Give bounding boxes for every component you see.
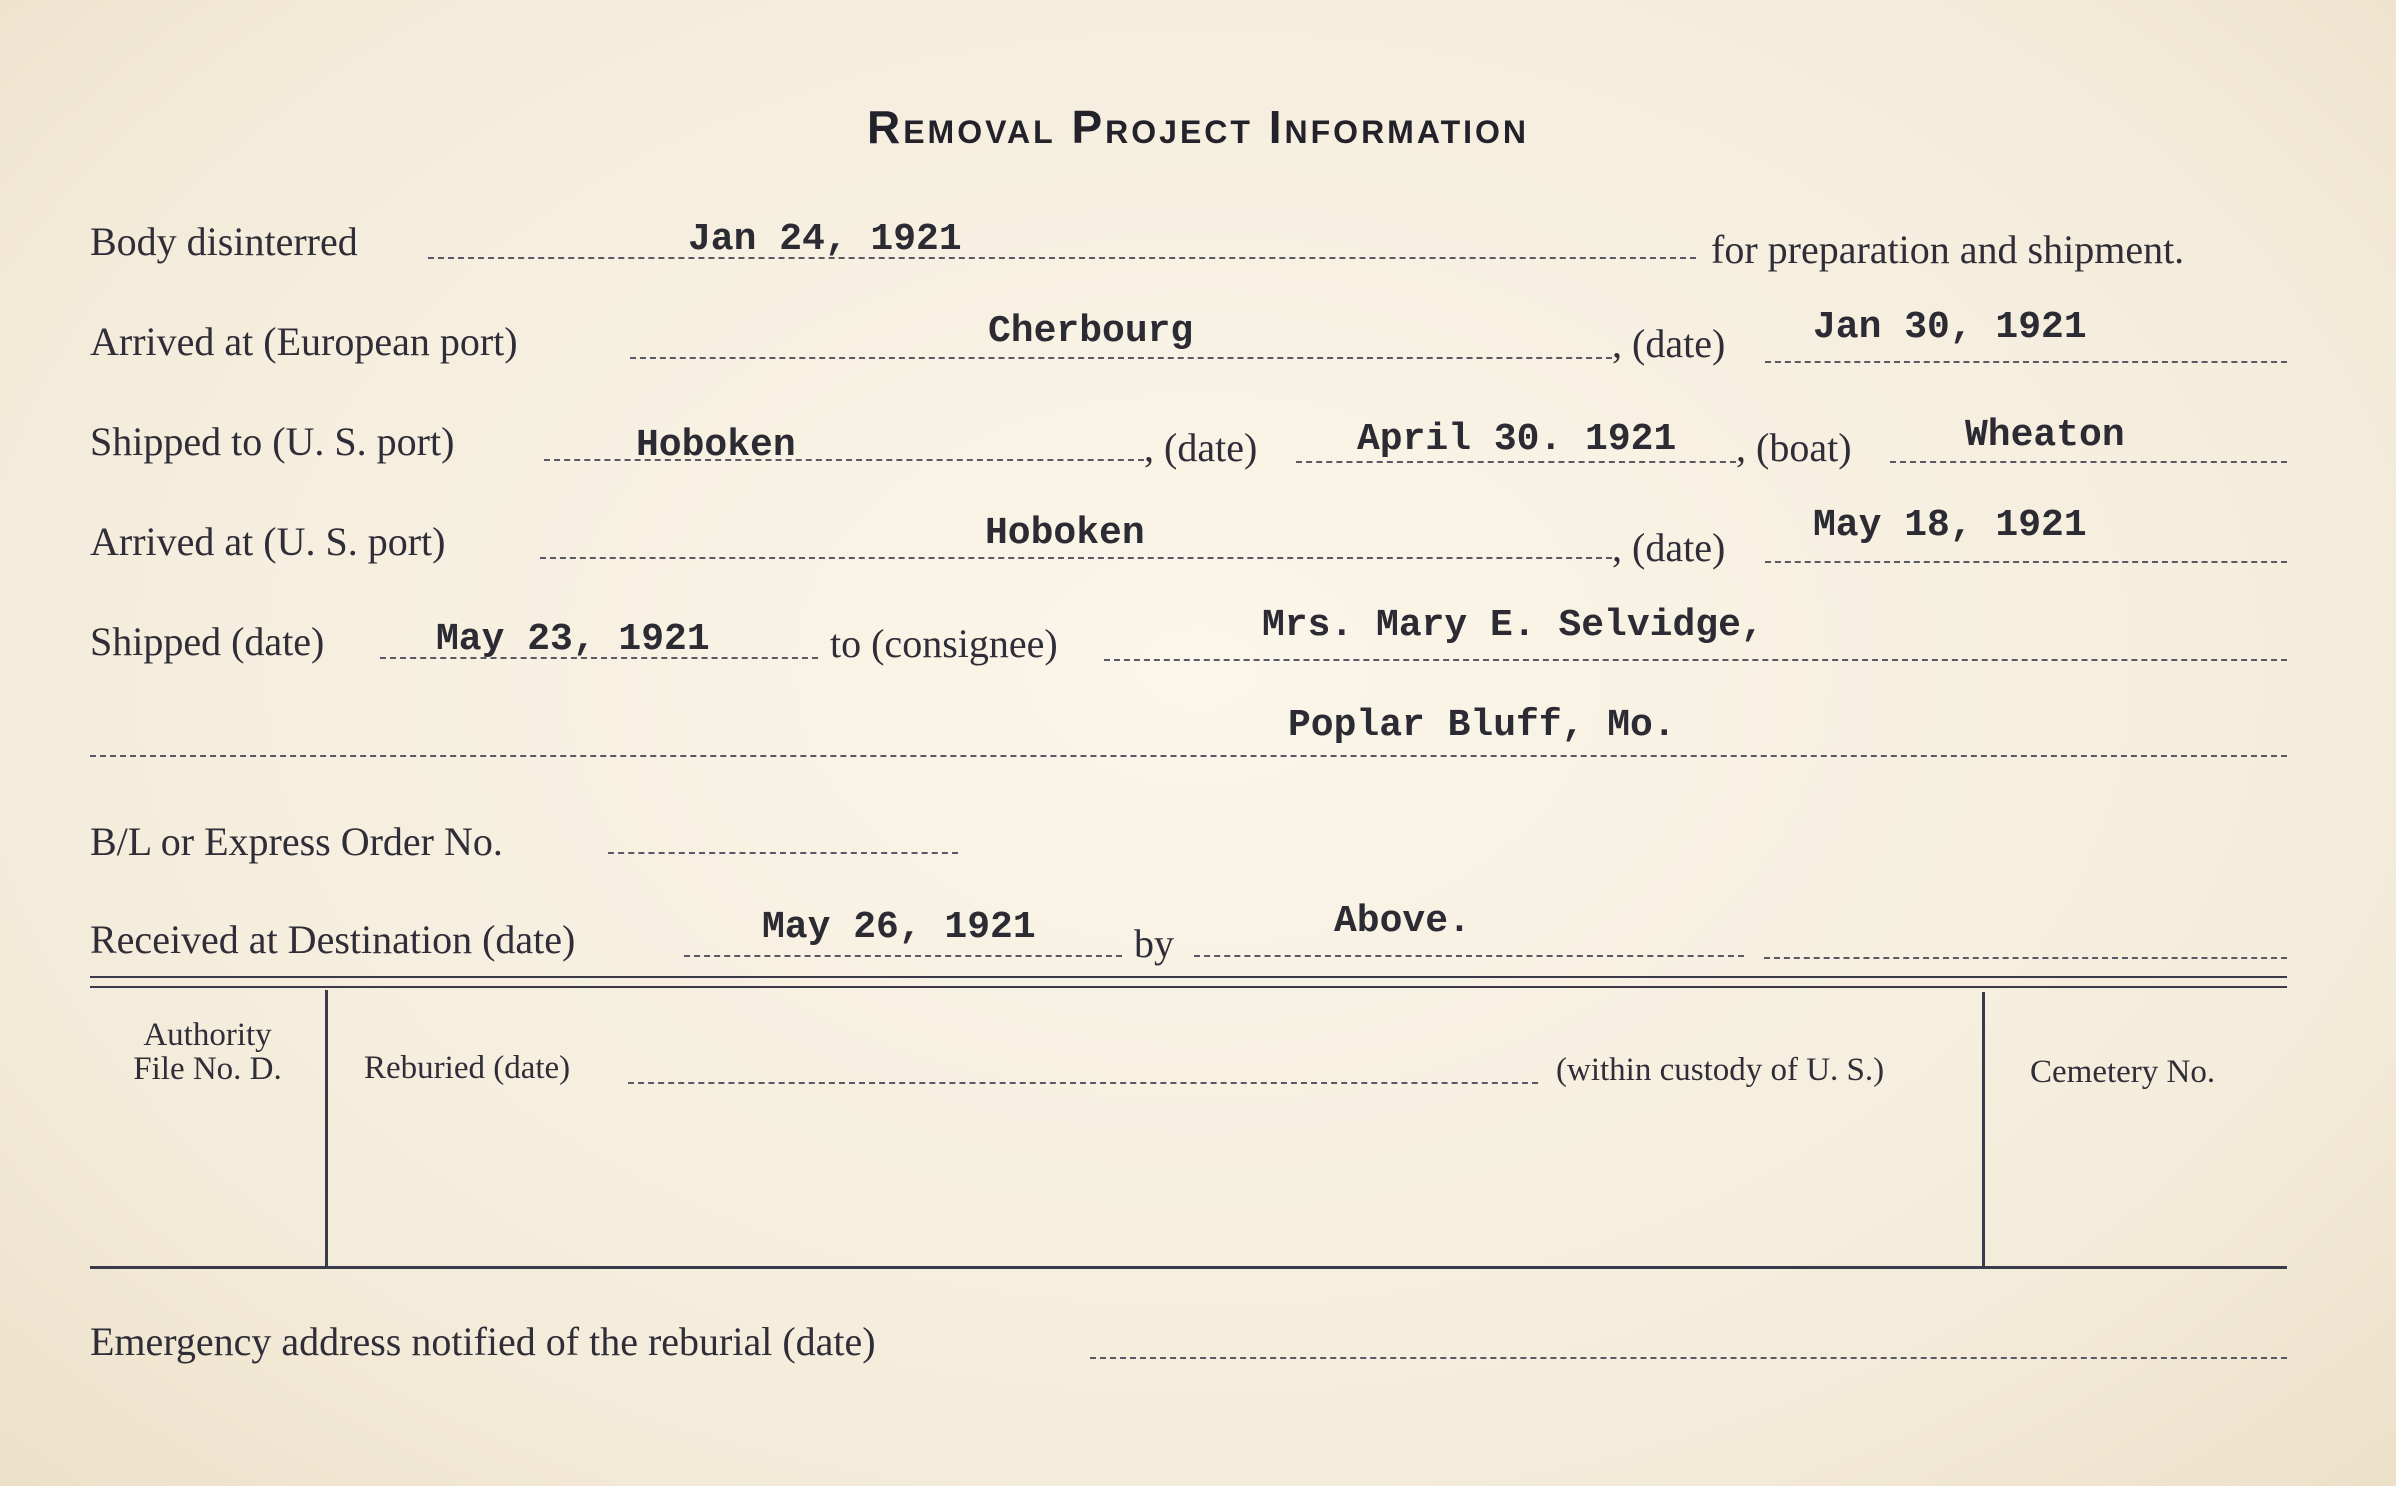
dotted-line xyxy=(1296,461,1736,463)
rule-line xyxy=(90,986,2287,988)
dotted-line xyxy=(1765,361,2287,363)
label-shipped-date: Shipped (date) xyxy=(90,619,325,664)
dotted-line xyxy=(608,852,958,854)
value-boat: Wheaton xyxy=(1965,414,2125,457)
dotted-line xyxy=(1764,957,2287,959)
label-date: , (date) xyxy=(1612,321,1726,366)
value-shipped-date: April 30. 1921 xyxy=(1357,418,1677,461)
value-shipped-date: May 23, 1921 xyxy=(436,618,710,661)
value-disinterred-date: Jan 24, 1921 xyxy=(688,218,962,261)
label-cemetery: Cemetery No. xyxy=(2030,1054,2216,1090)
value-consignee-address: Poplar Bluff, Mo. xyxy=(1288,704,1676,747)
column-divider xyxy=(1982,992,1985,1266)
dotted-line xyxy=(1090,1357,2287,1359)
dotted-line xyxy=(1104,659,2287,661)
label-reburied: Reburied (date) xyxy=(364,1050,571,1086)
label-authority xyxy=(100,1018,315,1086)
value-received-by: Above. xyxy=(1334,900,1471,943)
dotted-line xyxy=(540,557,1612,559)
label-shipped-to-us: Shipped to (U. S. port) xyxy=(90,419,455,464)
dotted-line xyxy=(630,357,1612,359)
column-divider xyxy=(325,990,328,1266)
label-date: , (date) xyxy=(1612,525,1726,570)
value-us-port: Hoboken xyxy=(636,424,796,467)
value-received-date: May 26, 1921 xyxy=(762,906,1036,949)
label-authority-line1: Authority xyxy=(143,1017,272,1053)
label-preparation: for preparation and shipment. xyxy=(1711,227,2185,272)
label-boat: , (boat) xyxy=(1736,425,1852,470)
dotted-line xyxy=(544,459,1144,461)
value-arrived-us-date: May 18, 1921 xyxy=(1813,504,2087,547)
rule-line xyxy=(90,976,2287,978)
label-body-disinterred: Body disinterred xyxy=(90,219,358,264)
label-arrived-european: Arrived at (European port) xyxy=(90,319,518,364)
label-by: by xyxy=(1134,921,1174,966)
value-consignee-name: Mrs. Mary E. Selvidge, xyxy=(1262,604,1764,647)
dotted-line xyxy=(684,955,1122,957)
label-emergency: Emergency address notified of the reburial (date) xyxy=(90,1319,876,1364)
dotted-line xyxy=(1765,561,2287,563)
dotted-line xyxy=(428,257,1696,259)
rule-line xyxy=(90,1266,2287,1269)
label-authority-line2: File No. D. xyxy=(133,1051,282,1087)
dotted-line xyxy=(628,1082,1538,1084)
label-custody: (within custody of U. S.) xyxy=(1556,1052,1885,1088)
value-arrived-us-port: Hoboken xyxy=(985,512,1145,555)
value-european-date: Jan 30, 1921 xyxy=(1813,306,2087,349)
label-date: , (date) xyxy=(1144,425,1258,470)
value-european-port: Cherbourg xyxy=(988,310,1194,353)
card-title: Removal Project Information xyxy=(866,101,1530,153)
label-bl-order: B/L or Express Order No. xyxy=(90,819,503,864)
dotted-line xyxy=(1890,461,2287,463)
label-received: Received at Destination (date) xyxy=(90,917,576,962)
label-arrived-us: Arrived at (U. S. port) xyxy=(90,519,446,564)
label-consignee: to (consignee) xyxy=(830,621,1058,666)
dotted-line xyxy=(1194,955,1744,957)
dotted-line xyxy=(90,755,2287,757)
